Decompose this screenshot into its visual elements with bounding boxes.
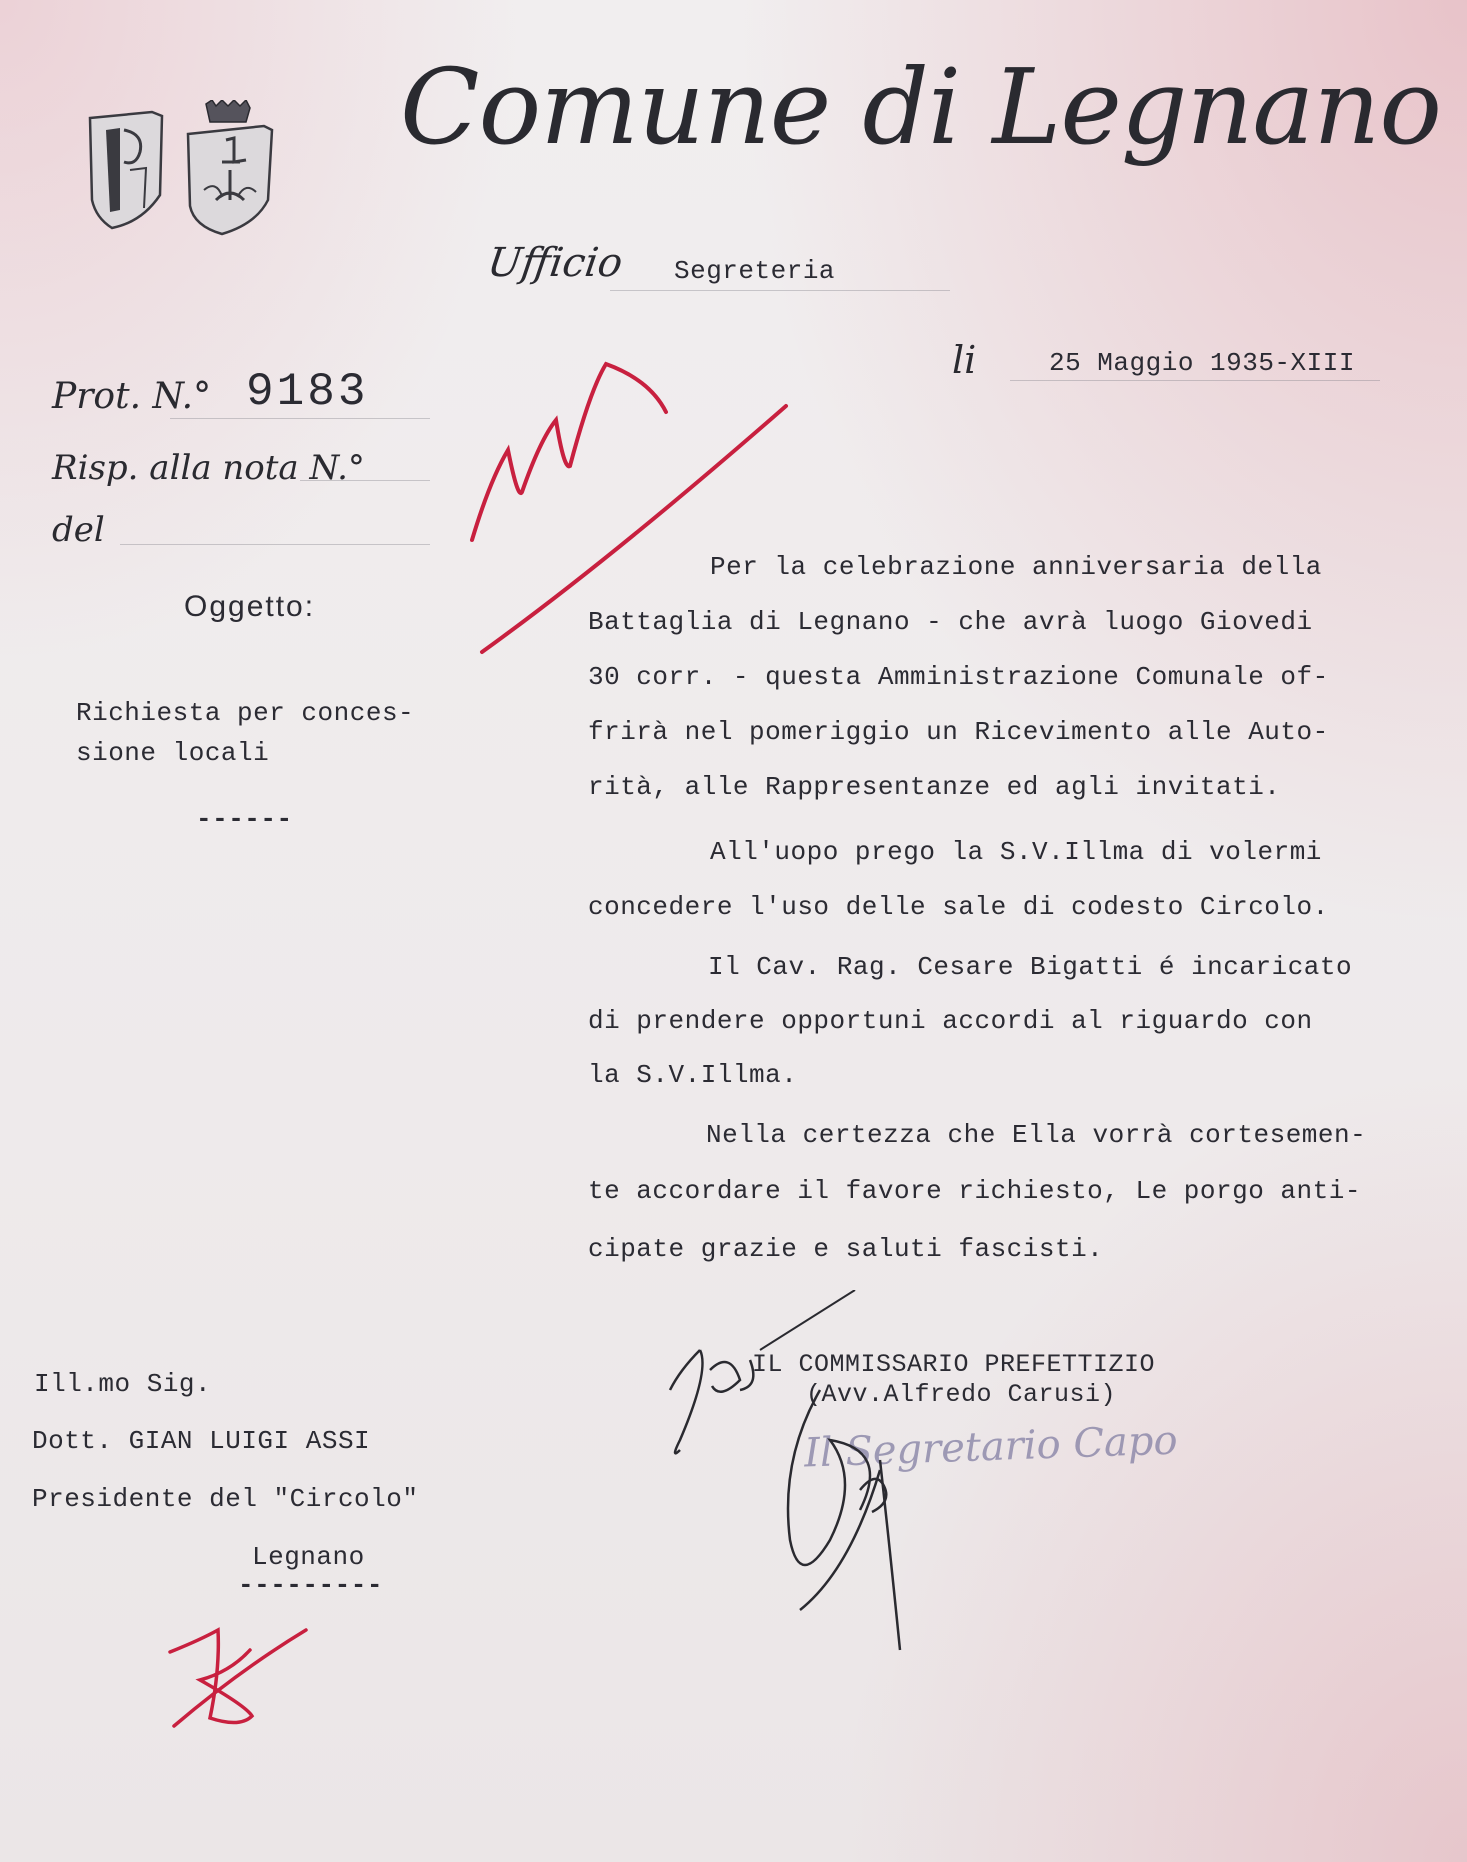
coat-of-arms-legnano-icon <box>176 100 286 240</box>
office-value: Segreteria <box>674 256 836 286</box>
prot-number: 9183 <box>246 366 369 418</box>
office-rule <box>610 290 950 291</box>
date-rule <box>1010 380 1380 381</box>
signature-name: (Avv.Alfredo Carusi) <box>806 1380 1117 1409</box>
body-line-10: la S.V.Illma. <box>588 1060 798 1090</box>
resp-label: Risp. alla nota N.° <box>52 448 365 488</box>
letterhead-title: Comune di Legnano <box>400 46 1442 168</box>
subject-underline: ------ <box>196 804 293 834</box>
body-line-12: te accordare il favore richiesto, Le porgo anti- <box>588 1176 1361 1206</box>
recipient-underline: --------- <box>238 1570 383 1600</box>
body-line-1: Per la celebrazione anniversaria della <box>710 552 1322 582</box>
recipient-line-2: Dott. GIAN LUIGI ASSI <box>32 1426 371 1456</box>
secretary-stamp: Il Segretario Capo <box>803 1417 1179 1477</box>
body-line-13: cipate grazie e saluti fascisti. <box>588 1234 1104 1264</box>
signature-title: IL COMMISSARIO PREFETTIZIO <box>752 1350 1156 1379</box>
resp-rule <box>300 480 430 481</box>
recipient-line-1: Ill.mo Sig. <box>34 1369 212 1399</box>
subject-label: Oggetto: <box>184 590 316 623</box>
prot-rule <box>170 418 430 419</box>
office-label: Ufficio <box>484 240 626 286</box>
del-label: del <box>52 510 105 550</box>
body-line-7: concedere l'uso delle sale di codesto Circolo. <box>588 892 1329 922</box>
body-line-2: Battaglia di Legnano - che avrà luogo Giovedi <box>588 607 1313 637</box>
body-line-8: Il Cav. Rag. Cesare Bigatti é incaricato <box>708 952 1353 982</box>
date-value: 25 Maggio 1935-XIII <box>1049 348 1355 378</box>
red-pencil-mark <box>460 350 800 670</box>
body-line-11: Nella certezza che Ella vorrà cortesemen- <box>706 1120 1367 1150</box>
body-line-3: 30 corr. - questa Amministrazione Comunale of- <box>588 662 1329 692</box>
red-initials-mark <box>160 1610 320 1740</box>
recipient-line-4: Legnano <box>252 1542 365 1572</box>
body-line-4: frirà nel pomeriggio un Ricevimento alle Auto- <box>588 717 1329 747</box>
subject-line-2: sione locali <box>76 738 270 768</box>
body-line-9: di prendere opportuni accordi al riguardo con <box>588 1006 1313 1036</box>
prot-label: Prot. N.° <box>52 376 212 417</box>
body-line-5: rità, alle Rappresentanze ed agli invitati. <box>588 772 1281 802</box>
recipient-line-3: Presidente del "Circolo" <box>32 1484 419 1514</box>
del-rule <box>120 544 430 545</box>
date-prefix: li <box>952 338 977 382</box>
body-line-6: All'uopo prego la S.V.Illma di volermi <box>710 837 1322 867</box>
subject-line-1: Richiesta per conces- <box>76 698 415 728</box>
handwritten-signature-graphic <box>640 1290 1060 1670</box>
